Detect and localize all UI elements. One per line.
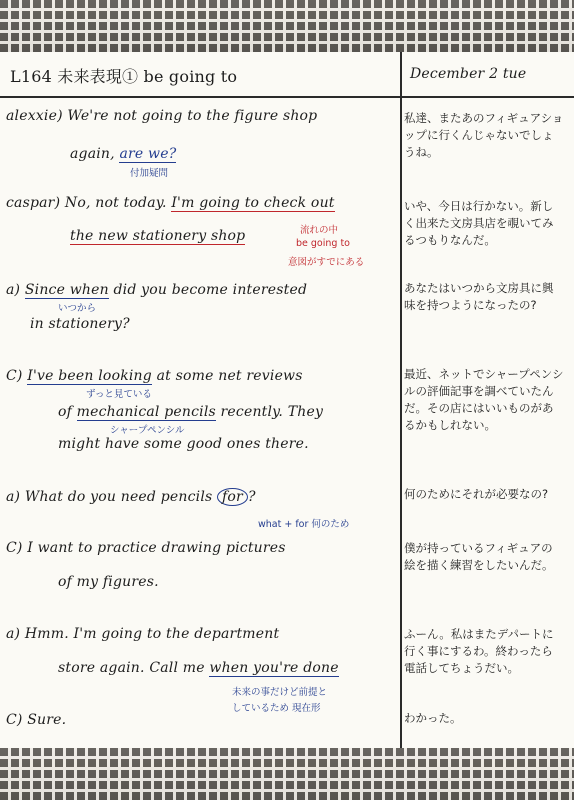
note-present-tense-1: 未来の事だけど前提と (232, 687, 328, 698)
header-rule (0, 96, 574, 98)
line-5a: a) What do you need pencils for ? (6, 489, 256, 505)
translation-8: わかった。 (404, 711, 462, 725)
washi-tape-bottom (0, 748, 574, 800)
translation-1: 私達、またあのフィギュアショップに行くんじゃないでしょうね。 (404, 111, 564, 159)
note-been-looking: ずっと見ている (86, 389, 152, 400)
line-7a: a) Hmm. I'm going to the department (6, 626, 280, 642)
line-2b: the new stationery shop (70, 228, 246, 244)
line-7b: store again. Call me when you're done (58, 660, 339, 676)
note-flow-2: be going to (296, 238, 350, 249)
line-3a: a) Since when did you become interested (6, 282, 308, 298)
line-4c: might have some good ones there. (58, 436, 309, 452)
line-6a: C) I want to practice drawing pictures (6, 540, 286, 556)
line-1b: again, are we? (70, 146, 177, 162)
translation-6: 僕が持っているフィギュアの絵を描く練習をしたいんだ。 (404, 541, 554, 572)
translation-7: ふーん。私はまたデパートに行く事にするわ。終わったら電話してちょうだい。 (404, 627, 554, 675)
note-since-when: いつから (58, 303, 97, 314)
note-what-for: what + for 何のため (258, 519, 350, 530)
line-8: C) Sure. (6, 712, 67, 728)
washi-tape-top (0, 0, 574, 52)
line-4b: of mechanical pencils recently. They (58, 404, 324, 420)
entry-date: December 2 tue (410, 66, 527, 82)
translation-5: 何のためにそれが必要なの? (404, 487, 549, 501)
translation-3: あなたはいつから文房具に興味を持つようになったの? (404, 281, 554, 312)
note-tag-question: 付加疑問 (130, 168, 169, 179)
line-2a: caspar) No, not today. I'm going to check out (6, 195, 335, 211)
lesson-title: L164 未来表現① be going to (10, 67, 238, 86)
column-divider (400, 52, 402, 748)
note-mech-pencil: シャープペンシル (110, 425, 185, 436)
note-flow-1: 流れの中 (300, 225, 339, 236)
line-3b: in stationery? (30, 316, 130, 332)
translation-4: 最近、ネットでシャープペンシルの評価記事を調べていたんだ。その店にはいいものがあるかもしれない。 (404, 367, 564, 432)
translation-2: いや、今日は行かない。新しく出来た文房具店を覗いてみるつもりなんだ。 (404, 199, 554, 247)
note-present-tense-2: しているため 現在形 (232, 703, 321, 714)
line-4a: C) I've been looking at some net reviews (6, 368, 303, 384)
line-6b: of my figures. (58, 574, 159, 590)
line-1a: alexxie) We're not going to the figure shop (6, 108, 318, 124)
note-flow-3: 意図がすでにある (288, 257, 365, 268)
